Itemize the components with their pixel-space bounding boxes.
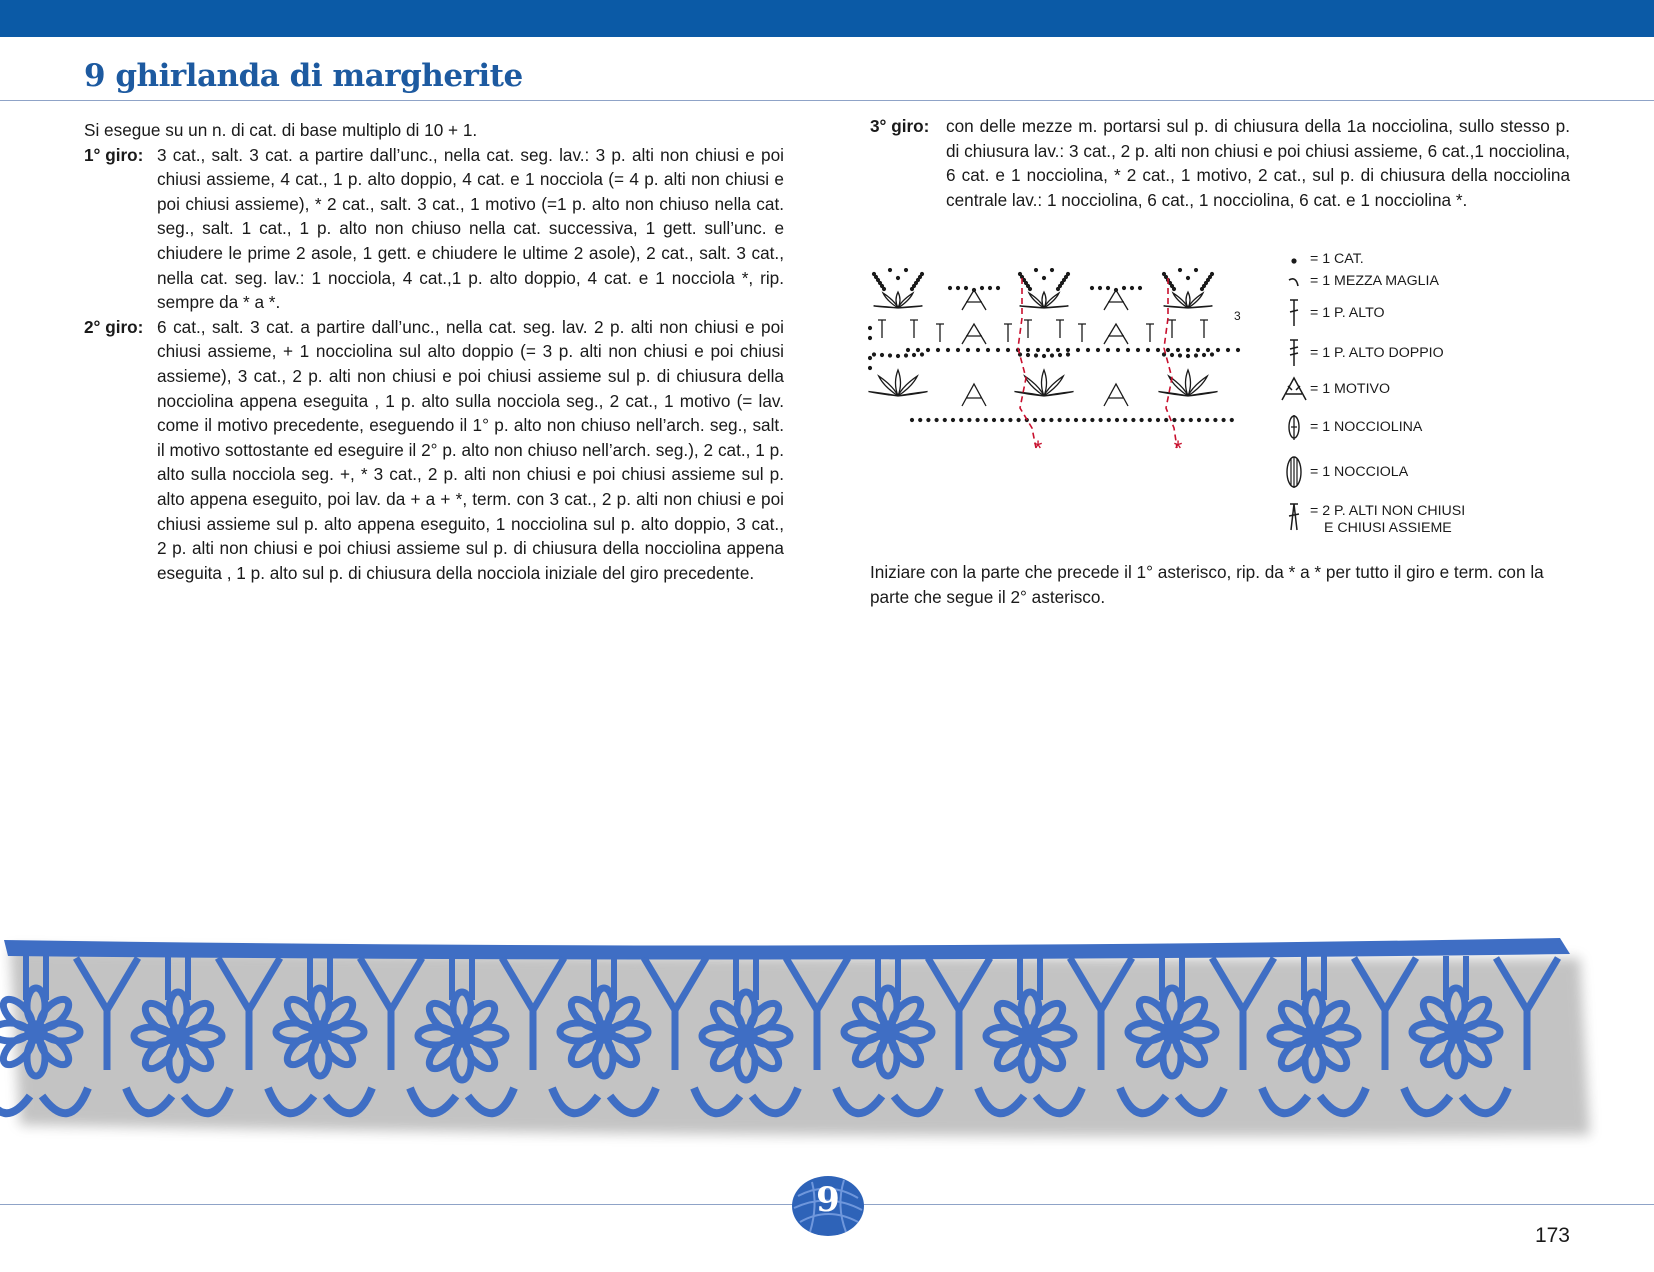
round-1-label: 1° giro: bbox=[84, 144, 144, 165]
chain-dot bbox=[976, 348, 980, 352]
legend-label: = 1 NOCCIOLA bbox=[1310, 464, 1409, 480]
chain-dots bbox=[868, 268, 1240, 422]
chain-dot bbox=[964, 286, 968, 290]
chain-dot bbox=[1041, 418, 1045, 422]
crochet-chart bbox=[868, 268, 1246, 458]
round-1-text: 3 cat., salt. 3 cat. a partire dall’unc., nella cat. seg. lav.: 3 p. alti non chiusi e poi chiusi assieme, 4 cat., 1 p. alto doppio, 4 cat. e 1 nocciola (= 4 p. alti non chiusi e poi chiusi assieme), * 2 cat., salt. 3 cat., 1 motivo (=1 p. alto non chiuso nella cat. seg., salt. 1 cat., 1 p. alto non chiuso nella cat. successiva, 1 gett. sull’unc. e chiudere le prime 2 asole, 1 gett. e chiudere le ultime 2 asole), 2 cat., salt. 3 cat., nella cat. seg. lav.: 1 nocciola, 4 cat.,1 p. alto doppio, 4 cat. e 1 nocciola *, rip. sempre da * a *. bbox=[157, 144, 784, 313]
round-3-text: con delle mezze m. portarsi sul p. di chiusura della 1a nocciolina, sullo stesso p. di chiusura lav.: 3 cat., 2 p. alti non chiusi e poi chiusi assieme, 6 cat.,1 nocciolina, 6 cat. e 1 nocciolina, * 2 cat., 1 motivo, 2 cat., sul p. di chiusura della nocciolina centrale lav.: 1 nocciolina, 6 cat., 1 nocciolina, 6 cat. e 1 nocciolina *. bbox=[946, 116, 1570, 210]
lace-flower-center bbox=[451, 1025, 473, 1047]
legend-item bbox=[1278, 298, 1385, 328]
chain-dot bbox=[912, 353, 916, 357]
motif-icon bbox=[1280, 374, 1308, 404]
chain-dot bbox=[882, 287, 886, 291]
chain-dot bbox=[1156, 348, 1160, 352]
chain-dot bbox=[872, 352, 876, 356]
asterisk-1: * bbox=[1033, 436, 1043, 458]
chain-dot bbox=[920, 352, 924, 356]
chain-dot bbox=[951, 418, 955, 422]
chain-dot bbox=[1115, 418, 1119, 422]
chain-dot bbox=[1146, 348, 1150, 352]
lace-flower-center bbox=[167, 1025, 189, 1047]
legend-label: = 1 MEZZA MAGLIA bbox=[1310, 273, 1439, 289]
cluster-icon bbox=[1283, 454, 1305, 490]
chain-dot bbox=[896, 276, 900, 280]
chain-dot bbox=[868, 356, 872, 360]
chain-dot bbox=[1026, 348, 1030, 352]
chain-dot bbox=[1205, 418, 1209, 422]
lace-flower-center bbox=[1445, 1021, 1467, 1043]
chain-dot bbox=[906, 348, 910, 352]
legend-item bbox=[1278, 454, 1408, 484]
outro-text: Iniziare con la parte che precede il 1° asterisco, rip. da * a * per tutto il giro e term. con la parte che segue il 2° asterisco. bbox=[870, 562, 1544, 607]
stitch-symbol bbox=[962, 324, 986, 344]
chain-dot bbox=[1036, 348, 1040, 352]
dc2tog-icon bbox=[1284, 502, 1304, 532]
legend-label: = 2 P. ALTI NON CHIUSI bbox=[1310, 503, 1466, 519]
lace-flower-center bbox=[25, 1021, 47, 1043]
lace-flower-center bbox=[309, 1021, 331, 1043]
chain-dot bbox=[1172, 287, 1176, 291]
chain-dot bbox=[948, 286, 952, 290]
legend-item bbox=[1278, 338, 1444, 368]
chain-dot bbox=[1096, 348, 1100, 352]
chain-dot bbox=[904, 268, 908, 272]
chain-dot bbox=[1186, 354, 1190, 358]
chain-dot bbox=[1164, 418, 1168, 422]
chain-dot bbox=[959, 418, 963, 422]
chain-dot bbox=[1028, 287, 1032, 291]
chain-dot bbox=[1131, 418, 1135, 422]
pattern-number-badge: 9 bbox=[816, 1180, 840, 1220]
chain-dot bbox=[1202, 353, 1206, 357]
chain-dot bbox=[1049, 418, 1053, 422]
chain-dot bbox=[1086, 348, 1090, 352]
chain-dot bbox=[1216, 348, 1220, 352]
chain-dot bbox=[1170, 353, 1174, 357]
right-instructions bbox=[870, 114, 1570, 212]
chain-dot bbox=[1136, 348, 1140, 352]
chain-dot bbox=[992, 418, 996, 422]
chain-dot bbox=[1186, 276, 1190, 280]
stitch-symbol bbox=[1024, 320, 1064, 338]
stitch-symbol bbox=[1104, 384, 1128, 406]
legend-label: = 1 P. ALTO DOPPIO bbox=[1310, 345, 1444, 361]
chain-dot bbox=[1148, 418, 1152, 422]
round-2 bbox=[84, 315, 784, 586]
chain-dot bbox=[1050, 268, 1054, 272]
chain-dot bbox=[1099, 418, 1103, 422]
chain-dot bbox=[1196, 348, 1200, 352]
chain-dot bbox=[1058, 353, 1062, 357]
chain-dot bbox=[1176, 348, 1180, 352]
repeat-line-2 bbox=[1164, 278, 1177, 448]
chain-dot bbox=[1017, 418, 1021, 422]
chain-dot bbox=[910, 287, 914, 291]
chain-dot bbox=[1138, 286, 1142, 290]
chain-dot bbox=[1006, 348, 1010, 352]
chain-dot bbox=[896, 354, 900, 358]
page-title: 9 ghirlanda di margherite bbox=[84, 58, 523, 94]
chain-dot bbox=[943, 418, 947, 422]
chain-dot bbox=[1034, 268, 1038, 272]
chain-dot bbox=[1066, 348, 1070, 352]
chain-dot bbox=[868, 336, 872, 340]
chain-dot bbox=[868, 366, 872, 370]
chain-dot bbox=[926, 418, 930, 422]
chain-dot bbox=[1074, 418, 1078, 422]
chain-dot bbox=[986, 348, 990, 352]
chain-dot bbox=[1026, 353, 1030, 357]
chain-dot bbox=[1056, 348, 1060, 352]
chain-dot bbox=[1123, 418, 1127, 422]
chain-dot bbox=[1181, 418, 1185, 422]
stitch-symbol bbox=[1104, 324, 1128, 344]
crochet-lace-photo bbox=[0, 920, 1654, 1150]
chain-dot bbox=[880, 353, 884, 357]
round-3-label: 3° giro: bbox=[870, 116, 930, 136]
legend-label: = 1 P. ALTO bbox=[1310, 305, 1385, 321]
chain-dot bbox=[996, 348, 1000, 352]
chain-dot bbox=[918, 418, 922, 422]
chain-dot bbox=[1197, 418, 1201, 422]
chain-dot bbox=[1156, 418, 1160, 422]
lace-flower-center bbox=[877, 1021, 899, 1043]
legend-item bbox=[1278, 502, 1465, 537]
stitch-symbol bbox=[936, 324, 1012, 342]
legend-label: = 1 MOTIVO bbox=[1310, 381, 1391, 397]
lace-top-edge bbox=[4, 938, 1570, 960]
legend-label: = 1 NOCCIOLINA bbox=[1310, 419, 1423, 435]
round-3 bbox=[870, 114, 1570, 212]
chain-dot bbox=[956, 286, 960, 290]
chain-dot bbox=[1082, 418, 1086, 422]
chain-dot bbox=[888, 268, 892, 272]
round-marker: 3 bbox=[1234, 309, 1241, 323]
lace-flower-center bbox=[1303, 1025, 1325, 1047]
stitch-symbol bbox=[878, 320, 918, 338]
treble-crochet-icon bbox=[1284, 338, 1304, 368]
chain-dot bbox=[910, 418, 914, 422]
chain-dot bbox=[1000, 418, 1004, 422]
chain-dot bbox=[1076, 348, 1080, 352]
asterisk-2: * bbox=[1173, 436, 1183, 458]
legend-item bbox=[1278, 374, 1390, 404]
chain-dot bbox=[1178, 353, 1182, 357]
chart-symbols bbox=[868, 290, 1217, 406]
chain-dot bbox=[988, 286, 992, 290]
stitch-symbol bbox=[1104, 290, 1128, 310]
chain-dot bbox=[1213, 418, 1217, 422]
stitch-symbol bbox=[1078, 324, 1154, 342]
double-crochet-icon bbox=[1284, 298, 1304, 328]
chain-dot bbox=[1098, 286, 1102, 290]
chain-dot bbox=[1066, 352, 1070, 356]
chain-dot bbox=[1206, 348, 1210, 352]
chain-dot bbox=[1046, 348, 1050, 352]
chain-dot bbox=[1106, 348, 1110, 352]
lace-flower-center bbox=[735, 1025, 757, 1047]
repeat-line-1 bbox=[1018, 278, 1036, 448]
chain-dot bbox=[904, 353, 908, 357]
chain-dot bbox=[1200, 287, 1204, 291]
chain-dot bbox=[956, 348, 960, 352]
chain-dot bbox=[1210, 352, 1214, 356]
chain-dot bbox=[1140, 418, 1144, 422]
chain-dot bbox=[1166, 348, 1170, 352]
chain-dot bbox=[946, 348, 950, 352]
chain-dot bbox=[967, 418, 971, 422]
stitch-symbol bbox=[962, 290, 986, 310]
left-instructions bbox=[84, 118, 784, 585]
chain-dot bbox=[1178, 268, 1182, 272]
round-2-label: 2° giro: bbox=[84, 316, 144, 337]
chain-dot bbox=[926, 348, 930, 352]
round-1 bbox=[84, 143, 784, 315]
chain-dot bbox=[888, 353, 892, 357]
chain-dot bbox=[1194, 353, 1198, 357]
chain-dot bbox=[1130, 286, 1134, 290]
chain-dot bbox=[980, 286, 984, 290]
chain-dot bbox=[1090, 286, 1094, 290]
legend-label-group bbox=[1310, 502, 1465, 537]
lace-flower-center bbox=[1161, 1021, 1183, 1043]
chain-dot bbox=[935, 418, 939, 422]
chain-dot bbox=[1122, 286, 1126, 290]
lace-flower-center bbox=[1019, 1025, 1041, 1047]
slip-stitch-icon bbox=[1284, 272, 1304, 292]
chain-dot bbox=[1186, 348, 1190, 352]
chain-dot bbox=[1034, 353, 1038, 357]
stitch-symbol bbox=[1168, 320, 1208, 338]
chain-dot bbox=[1042, 354, 1046, 358]
page-number: 173 bbox=[1534, 1224, 1570, 1247]
chain-dot bbox=[1056, 287, 1060, 291]
chain-dot bbox=[1050, 353, 1054, 357]
chain-dot bbox=[1126, 348, 1130, 352]
chain-dot bbox=[868, 326, 872, 330]
chain-dot bbox=[984, 418, 988, 422]
chain-dot bbox=[1189, 418, 1193, 422]
legend-label: = 1 CAT. bbox=[1310, 251, 1364, 267]
intro-text: Si esegue su un n. di cat. di base multiplo di 10 + 1. bbox=[84, 120, 478, 140]
chain-dot bbox=[966, 348, 970, 352]
top-color-bar bbox=[0, 0, 1654, 37]
lace-flower-center bbox=[593, 1021, 615, 1043]
chain-dot bbox=[996, 286, 1000, 290]
chain-dot bbox=[1107, 418, 1111, 422]
chain-dot bbox=[1058, 418, 1062, 422]
small-cluster-icon bbox=[1284, 412, 1304, 442]
chain-dot bbox=[1194, 268, 1198, 272]
stitch-symbol bbox=[962, 384, 986, 406]
chain-dot bbox=[1230, 418, 1234, 422]
title-divider bbox=[0, 100, 1654, 101]
chain-dot-icon bbox=[1284, 250, 1304, 270]
chain-dot bbox=[1172, 418, 1176, 422]
chain-dot bbox=[1066, 418, 1070, 422]
chain-dot bbox=[1116, 348, 1120, 352]
chain-dot bbox=[916, 348, 920, 352]
chain-dot bbox=[1008, 418, 1012, 422]
legend-item bbox=[1278, 412, 1422, 442]
chain-dot bbox=[1033, 418, 1037, 422]
chain-dot bbox=[1236, 348, 1240, 352]
chain-dot bbox=[1222, 418, 1226, 422]
chain-dot bbox=[936, 348, 940, 352]
chain-dot bbox=[976, 418, 980, 422]
chain-dot bbox=[1106, 286, 1110, 290]
chain-dot bbox=[1226, 348, 1230, 352]
round-2-text: 6 cat., salt. 3 cat. a partire dall’unc., nella cat. seg. lav. 2 p. alti non chiusi e poi chiusi assieme, + 1 nocciolina sul alto doppio (= 3 p. alti non chiusi e poi chiusi assieme), 3 cat., 2 p. alti non chiusi e poi chiusi assieme sul p. di chiusura della nocciolina appena eseguita , 1 p. alto sulla nocciola seg., 2 cat., 1 motivo (= lav. come il motivo precedente, eseguendo il 1° p. alto non chiuso nell’arch. seg., salt. il motivo sottostante ed eseguire il 2° p. alto non chiuso nell’arch. seg.), 2 cat., 1 p. alto sulla nocciola seg. +, * 3 cat., 2 p. alti non chiusi e poi chiusi assieme sul p. alto appena eseguito, poi lav. da + a + *, term. con 3 cat., 2 p. alti non chiusi e poi chiusi assieme sul p. alto appena eseguito, 1 nocciolina sul p. alto doppio, 3 cat., 2 p. alti non chiusi e poi chiusi assieme sul p. di chiusura della nocciolina appena eseguita , 1 p. alto sul p. di chiusura della nocciola iniziale del giro precedente. bbox=[157, 316, 784, 583]
chain-dot bbox=[1090, 418, 1094, 422]
chain-dot bbox=[1042, 276, 1046, 280]
legend-label-line2: E CHIUSI ASSIEME bbox=[1324, 520, 1452, 536]
